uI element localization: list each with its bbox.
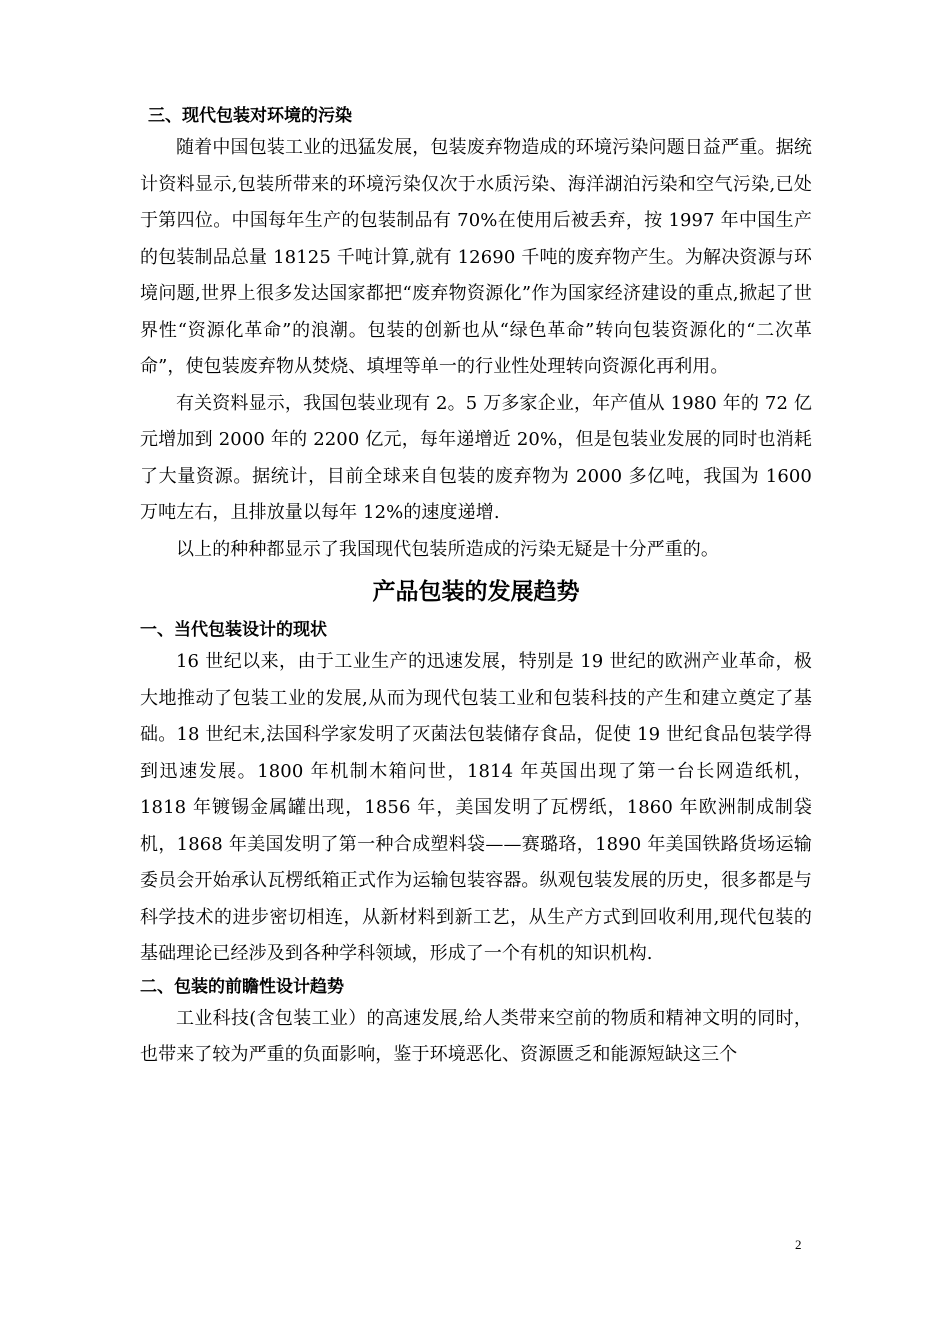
paragraph-pollution-conclusion: 以上的种种都显示了我国现代包装所造成的污染无疑是十分严重的。 (176, 538, 719, 560)
paragraph-forward-design: 工业科技(含包装工业）的高速发展,给人类带来空前的物质和精神文明的同时，也带来了较为严重的负面影响，鉴于环境恶化、资源匮乏和能源短缺这三个 (140, 1007, 812, 1065)
paragraph-pollution-overview: 随着中国包装工业的迅猛发展，包装废弃物造成的环境污染问题日益严重。据统计资料显示,包装所带来的环境污染仅次于水质污染、海洋湖泊污染和空气污染,已处于第四位。中国每年生产的包装制品有 70%在使用后被丢弃，按 1997 年中国生产的包装制品总量 18125 千吨计算,就有 12690 千吨的废弃物产生。为解决资源与环境问题,世界上很多发达国家都把“废弃物资源化”作为国家经济建设的重点,掀起了世界性“资源化革命”的浪潮。包装的创新也从“绿色革命”转向包装资源化的“二次革命”，使包装废弃物从焚烧、填埋等单一的行业性处理转向资源化再利用。 (140, 137, 812, 377)
section-heading-forward-design: 二、包装的前瞻性设计趋势 (140, 976, 344, 997)
section-heading-environment-pollution: 三、现代包装对环境的污染 (148, 106, 352, 126)
page-content (140, 102, 812, 1074)
paragraph-industry-statistics: 有关资料显示，我国包装业现有 2。5 万多家企业，年产值从 1980 年的 72 亿元增加到 2000 年的 2200 亿元，每年递增近 20%，但是包装业发展的同时也消耗了大量资源。据统计，目前全球来自包装的废弃物为 2000 多亿吨，我国为 1600 万吨左右，且排放量以每年 12%的速度递增. (140, 392, 812, 523)
paragraph-packaging-history: 16 世纪以来，由于工业生产的迅速发展，特别是 19 世纪的欧洲产业革命，极大地推动了包装工业的发展,从而为现代包装工业和包装科技的产生和建立奠定了基础。18 世纪末,法国科学家发明了灭菌法包装储存食品，促使 19 世纪食品包装学得到迅速发展。1800 年机制木箱问世，1814 年英国出现了第一台长网造纸机，1818 年镀锡金属罐出现，1856 年，美国发明了瓦楞纸，1860 年欧洲制成制袋机，1868 年美国发明了第一种合成塑料袋——赛璐珞，1890 年美国铁路货场运输委员会开始承认瓦楞纸箱正式作为运输包装容器。纵观包装发展的历史，很多都是与科学技术的进步密切相连，从新材料到新工艺，从生产方式到回收利用,现代包装的基础理论已经涉及到各种学科领域，形成了一个有机的知识机构. (140, 651, 812, 964)
page-number: 2 (795, 1237, 802, 1252)
chapter-title: 产品包装的发展趋势 (372, 579, 580, 605)
section-heading-current-status: 一、当代包装设计的现状 (140, 620, 327, 640)
